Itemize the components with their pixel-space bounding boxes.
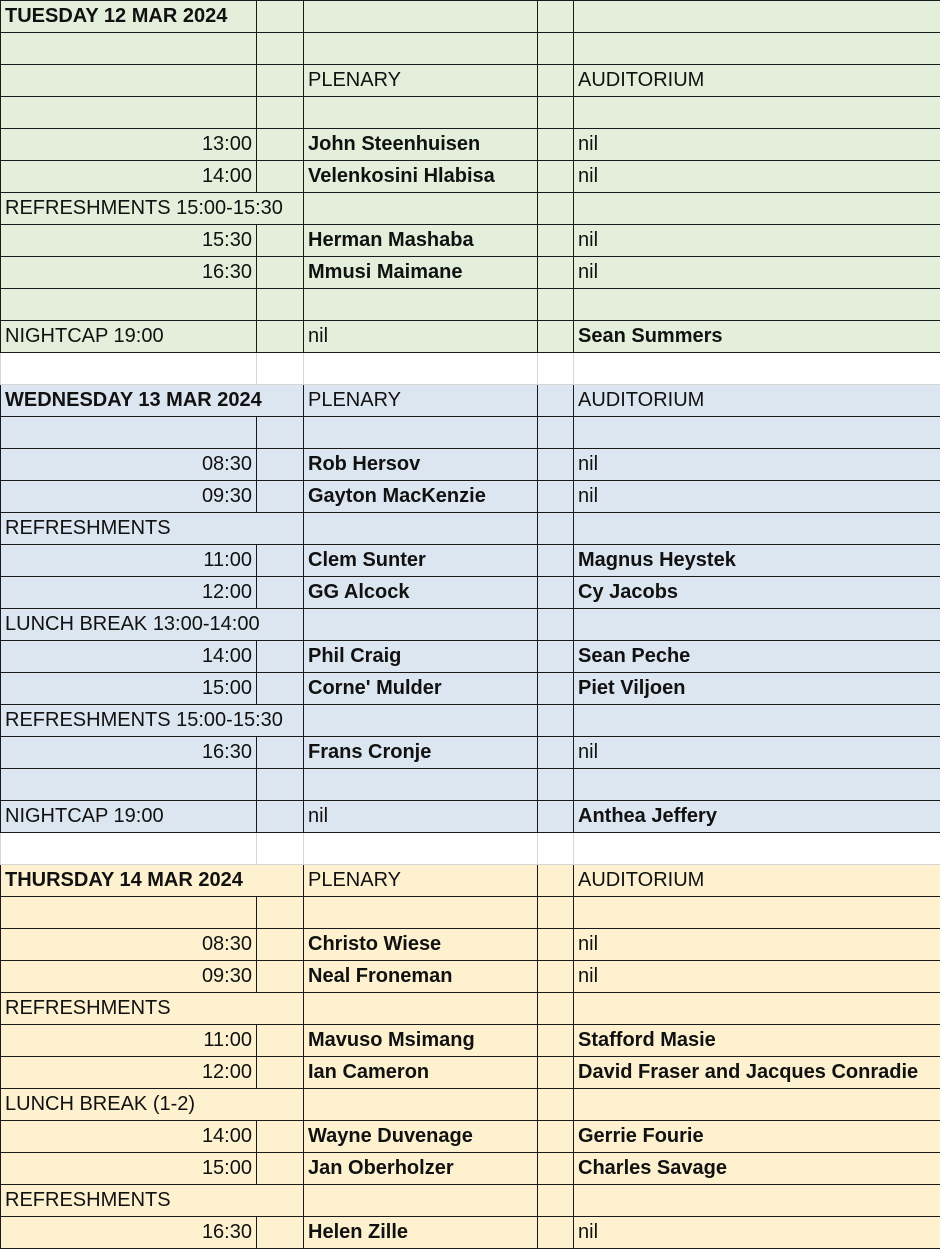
empty-cell[interactable] bbox=[1, 769, 257, 801]
schedule-row bbox=[1, 929, 940, 961]
empty-cell[interactable] bbox=[304, 769, 538, 801]
empty-cell[interactable] bbox=[574, 33, 940, 65]
schedule-row bbox=[1, 673, 940, 705]
nightcap-label-cell[interactable]: NIGHTCAP 19:00 bbox=[1, 801, 257, 833]
empty-cell[interactable] bbox=[538, 801, 574, 833]
schedule-row bbox=[1, 1185, 940, 1217]
schedule-row bbox=[1, 1089, 940, 1121]
empty-cell[interactable] bbox=[257, 769, 304, 801]
empty-cell[interactable] bbox=[304, 289, 538, 321]
empty-cell[interactable] bbox=[538, 769, 574, 801]
empty-cell[interactable] bbox=[574, 705, 940, 737]
schedule-row bbox=[1, 993, 940, 1025]
empty-cell[interactable] bbox=[1, 65, 257, 97]
empty-cell[interactable] bbox=[257, 577, 304, 609]
break-note-cell[interactable]: REFRESHMENTS bbox=[1, 513, 304, 545]
empty-cell[interactable] bbox=[538, 449, 574, 481]
plenary-speaker-cell[interactable]: Christo Wiese bbox=[304, 929, 538, 961]
empty-cell[interactable] bbox=[257, 1217, 304, 1249]
empty-cell[interactable] bbox=[538, 129, 574, 161]
empty-cell[interactable] bbox=[538, 1185, 574, 1217]
time-cell[interactable]: 14:00 bbox=[1, 641, 257, 673]
empty-cell[interactable] bbox=[1, 897, 257, 929]
empty-cell[interactable] bbox=[538, 321, 574, 353]
empty-cell[interactable] bbox=[538, 1089, 574, 1121]
empty-cell[interactable] bbox=[574, 833, 940, 865]
plenary-speaker-cell[interactable]: Frans Cronje bbox=[304, 737, 538, 769]
schedule-row bbox=[1, 289, 940, 321]
spacer-row bbox=[1, 353, 940, 385]
auditorium-speaker-cell[interactable]: Gerrie Fourie bbox=[574, 1121, 940, 1153]
plenary-venue-cell[interactable]: PLENARY bbox=[304, 385, 538, 417]
empty-cell[interactable] bbox=[538, 513, 574, 545]
time-cell[interactable]: 09:30 bbox=[1, 481, 257, 513]
schedule-row bbox=[1, 545, 940, 577]
plenary-speaker-cell[interactable]: Mmusi Maimane bbox=[304, 257, 538, 289]
schedule-row bbox=[1, 481, 940, 513]
time-cell[interactable]: 08:30 bbox=[1, 449, 257, 481]
empty-cell[interactable] bbox=[538, 1057, 574, 1089]
empty-cell[interactable] bbox=[257, 481, 304, 513]
day-heading-cell[interactable]: THURSDAY 14 MAR 2024 bbox=[1, 865, 304, 897]
empty-cell[interactable] bbox=[257, 257, 304, 289]
empty-cell[interactable] bbox=[538, 609, 574, 641]
plenary-speaker-cell[interactable]: Jan Oberholzer bbox=[304, 1153, 538, 1185]
schedule-row bbox=[1, 129, 940, 161]
auditorium-speaker-cell[interactable]: Piet Viljoen bbox=[574, 673, 940, 705]
time-cell[interactable]: 14:00 bbox=[1, 1121, 257, 1153]
empty-cell[interactable] bbox=[538, 33, 574, 65]
plenary-speaker-cell[interactable]: Velenkosini Hlabisa bbox=[304, 161, 538, 193]
time-cell[interactable]: 15:00 bbox=[1, 673, 257, 705]
auditorium-speaker-cell[interactable]: Magnus Heystek bbox=[574, 545, 940, 577]
empty-cell[interactable] bbox=[538, 289, 574, 321]
schedule-row bbox=[1, 97, 940, 129]
auditorium-venue-cell[interactable]: AUDITORIUM bbox=[574, 65, 940, 97]
empty-cell[interactable] bbox=[538, 1025, 574, 1057]
auditorium-speaker-cell[interactable]: nil bbox=[574, 737, 940, 769]
plenary-speaker-cell[interactable]: Herman Mashaba bbox=[304, 225, 538, 257]
empty-cell[interactable] bbox=[538, 65, 574, 97]
nightcap-label-cell[interactable]: NIGHTCAP 19:00 bbox=[1, 321, 257, 353]
schedule-row bbox=[1, 705, 940, 737]
empty-cell[interactable] bbox=[257, 1153, 304, 1185]
break-note-cell[interactable]: REFRESHMENTS bbox=[1, 1185, 304, 1217]
empty-cell[interactable] bbox=[538, 385, 574, 417]
empty-cell[interactable] bbox=[257, 65, 304, 97]
empty-cell[interactable] bbox=[574, 289, 940, 321]
time-cell[interactable]: 11:00 bbox=[1, 1025, 257, 1057]
auditorium-speaker-cell[interactable]: Sean Summers bbox=[574, 321, 940, 353]
empty-cell[interactable] bbox=[257, 1025, 304, 1057]
schedule-row bbox=[1, 737, 940, 769]
empty-cell[interactable] bbox=[257, 129, 304, 161]
plenary-speaker-cell[interactable]: Corne' Mulder bbox=[304, 673, 538, 705]
empty-cell[interactable] bbox=[538, 929, 574, 961]
empty-cell[interactable] bbox=[538, 1217, 574, 1249]
empty-cell[interactable] bbox=[257, 641, 304, 673]
break-note-cell[interactable]: REFRESHMENTS 15:00-15:30 bbox=[1, 705, 304, 737]
empty-cell[interactable] bbox=[257, 737, 304, 769]
empty-cell[interactable] bbox=[257, 897, 304, 929]
plenary-speaker-cell[interactable]: John Steenhuisen bbox=[304, 129, 538, 161]
time-cell[interactable]: 13:00 bbox=[1, 129, 257, 161]
empty-cell[interactable] bbox=[304, 33, 538, 65]
auditorium-speaker-cell[interactable]: Sean Peche bbox=[574, 641, 940, 673]
empty-cell[interactable] bbox=[538, 673, 574, 705]
auditorium-venue-cell[interactable]: AUDITORIUM bbox=[574, 865, 940, 897]
schedule-row bbox=[1, 609, 940, 641]
empty-cell[interactable] bbox=[304, 705, 538, 737]
time-cell[interactable]: 16:30 bbox=[1, 257, 257, 289]
time-cell[interactable]: 15:30 bbox=[1, 225, 257, 257]
auditorium-speaker-cell[interactable]: Cy Jacobs bbox=[574, 577, 940, 609]
schedule-row bbox=[1, 1217, 940, 1249]
empty-cell[interactable] bbox=[304, 609, 538, 641]
auditorium-speaker-cell[interactable]: David Fraser and Jacques Conradie bbox=[574, 1057, 940, 1089]
empty-cell[interactable] bbox=[304, 353, 538, 385]
schedule-row bbox=[1, 961, 940, 993]
time-cell[interactable]: 08:30 bbox=[1, 929, 257, 961]
empty-cell[interactable] bbox=[574, 897, 940, 929]
empty-cell[interactable] bbox=[538, 577, 574, 609]
schedule-row bbox=[1, 449, 940, 481]
empty-cell[interactable] bbox=[304, 833, 538, 865]
empty-cell[interactable] bbox=[574, 513, 940, 545]
empty-cell[interactable] bbox=[538, 833, 574, 865]
empty-cell[interactable] bbox=[538, 417, 574, 449]
schedule-row bbox=[1, 257, 940, 289]
empty-cell[interactable] bbox=[304, 1, 538, 33]
plenary-speaker-cell[interactable]: GG Alcock bbox=[304, 577, 538, 609]
plenary-speaker-cell[interactable]: Helen Zille bbox=[304, 1217, 538, 1249]
empty-cell[interactable] bbox=[538, 97, 574, 129]
schedule-row bbox=[1, 1057, 940, 1089]
plenary-speaker-cell[interactable]: Rob Hersov bbox=[304, 449, 538, 481]
empty-cell[interactable] bbox=[574, 1089, 940, 1121]
empty-cell[interactable] bbox=[538, 161, 574, 193]
empty-cell[interactable] bbox=[538, 897, 574, 929]
schedule-row bbox=[1, 641, 940, 673]
empty-cell[interactable] bbox=[257, 449, 304, 481]
empty-cell[interactable] bbox=[538, 353, 574, 385]
schedule-row bbox=[1, 385, 940, 417]
empty-cell[interactable] bbox=[1, 97, 257, 129]
empty-cell[interactable] bbox=[304, 1089, 538, 1121]
auditorium-speaker-cell[interactable]: Stafford Masie bbox=[574, 1025, 940, 1057]
empty-cell[interactable] bbox=[257, 929, 304, 961]
auditorium-speaker-cell[interactable]: Charles Savage bbox=[574, 1153, 940, 1185]
empty-cell[interactable] bbox=[538, 993, 574, 1025]
plenary-speaker-cell[interactable]: nil bbox=[304, 801, 538, 833]
empty-cell[interactable] bbox=[574, 1185, 940, 1217]
auditorium-speaker-cell[interactable]: nil bbox=[574, 225, 940, 257]
empty-cell[interactable] bbox=[257, 1121, 304, 1153]
plenary-speaker-cell[interactable]: Wayne Duvenage bbox=[304, 1121, 538, 1153]
auditorium-speaker-cell[interactable]: nil bbox=[574, 449, 940, 481]
plenary-speaker-cell[interactable]: Gayton MacKenzie bbox=[304, 481, 538, 513]
time-cell[interactable]: 16:30 bbox=[1, 737, 257, 769]
empty-cell[interactable] bbox=[538, 193, 574, 225]
auditorium-speaker-cell[interactable]: nil bbox=[574, 481, 940, 513]
time-cell[interactable]: 15:00 bbox=[1, 1153, 257, 1185]
empty-cell[interactable] bbox=[538, 225, 574, 257]
plenary-speaker-cell[interactable]: nil bbox=[304, 321, 538, 353]
empty-cell[interactable] bbox=[257, 417, 304, 449]
plenary-speaker-cell[interactable]: Phil Craig bbox=[304, 641, 538, 673]
empty-cell[interactable] bbox=[257, 33, 304, 65]
auditorium-speaker-cell[interactable]: nil bbox=[574, 161, 940, 193]
break-note-cell[interactable]: REFRESHMENTS bbox=[1, 993, 304, 1025]
empty-cell[interactable] bbox=[304, 193, 538, 225]
empty-cell[interactable] bbox=[257, 225, 304, 257]
empty-cell[interactable] bbox=[1, 353, 257, 385]
empty-cell[interactable] bbox=[1, 33, 257, 65]
plenary-speaker-cell[interactable]: Clem Sunter bbox=[304, 545, 538, 577]
schedule-row bbox=[1, 1121, 940, 1153]
day-heading-cell[interactable]: WEDNESDAY 13 MAR 2024 bbox=[1, 385, 304, 417]
schedule-body bbox=[1, 1, 940, 1249]
empty-cell[interactable] bbox=[574, 353, 940, 385]
empty-cell[interactable] bbox=[304, 417, 538, 449]
schedule-row bbox=[1, 1025, 940, 1057]
schedule-row bbox=[1, 1, 940, 33]
spacer-row bbox=[1, 833, 940, 865]
empty-cell[interactable] bbox=[257, 289, 304, 321]
empty-cell[interactable] bbox=[538, 1121, 574, 1153]
empty-cell[interactable] bbox=[257, 961, 304, 993]
empty-cell[interactable] bbox=[1, 417, 257, 449]
break-note-cell[interactable]: REFRESHMENTS 15:00-15:30 bbox=[1, 193, 304, 225]
schedule-row bbox=[1, 193, 940, 225]
empty-cell[interactable] bbox=[574, 609, 940, 641]
empty-cell[interactable] bbox=[574, 1, 940, 33]
empty-cell[interactable] bbox=[257, 545, 304, 577]
plenary-speaker-cell[interactable]: Neal Froneman bbox=[304, 961, 538, 993]
empty-cell[interactable] bbox=[574, 97, 940, 129]
plenary-venue-cell[interactable]: PLENARY bbox=[304, 865, 538, 897]
empty-cell[interactable] bbox=[538, 865, 574, 897]
schedule-row bbox=[1, 897, 940, 929]
plenary-speaker-cell[interactable]: Mavuso Msimang bbox=[304, 1025, 538, 1057]
time-cell[interactable]: 12:00 bbox=[1, 1057, 257, 1089]
schedule-row bbox=[1, 769, 940, 801]
empty-cell[interactable] bbox=[257, 1057, 304, 1089]
empty-cell[interactable] bbox=[257, 801, 304, 833]
empty-cell[interactable] bbox=[257, 97, 304, 129]
empty-cell[interactable] bbox=[304, 513, 538, 545]
schedule-row bbox=[1, 1153, 940, 1185]
schedule-row bbox=[1, 801, 940, 833]
plenary-speaker-cell[interactable]: Ian Cameron bbox=[304, 1057, 538, 1089]
schedule-row bbox=[1, 225, 940, 257]
empty-cell[interactable] bbox=[257, 833, 304, 865]
time-cell[interactable]: 14:00 bbox=[1, 161, 257, 193]
empty-cell[interactable] bbox=[257, 353, 304, 385]
schedule-row bbox=[1, 65, 940, 97]
time-cell[interactable]: 11:00 bbox=[1, 545, 257, 577]
break-note-cell[interactable]: LUNCH BREAK 13:00-14:00 bbox=[1, 609, 304, 641]
empty-cell[interactable] bbox=[1, 833, 257, 865]
empty-cell[interactable] bbox=[538, 481, 574, 513]
empty-cell[interactable] bbox=[1, 289, 257, 321]
schedule-row bbox=[1, 33, 940, 65]
empty-cell[interactable] bbox=[574, 193, 940, 225]
empty-cell[interactable] bbox=[257, 1, 304, 33]
day-heading-cell[interactable]: TUESDAY 12 MAR 2024 bbox=[1, 1, 257, 33]
empty-cell[interactable] bbox=[538, 737, 574, 769]
auditorium-speaker-cell[interactable]: nil bbox=[574, 129, 940, 161]
empty-cell[interactable] bbox=[574, 417, 940, 449]
schedule-row bbox=[1, 577, 940, 609]
empty-cell[interactable] bbox=[304, 97, 538, 129]
empty-cell[interactable] bbox=[257, 161, 304, 193]
empty-cell[interactable] bbox=[574, 769, 940, 801]
empty-cell[interactable] bbox=[304, 993, 538, 1025]
empty-cell[interactable] bbox=[304, 1185, 538, 1217]
schedule-row bbox=[1, 865, 940, 897]
empty-cell[interactable] bbox=[304, 897, 538, 929]
time-cell[interactable]: 09:30 bbox=[1, 961, 257, 993]
plenary-venue-cell[interactable]: PLENARY bbox=[304, 65, 538, 97]
empty-cell[interactable] bbox=[538, 641, 574, 673]
empty-cell[interactable] bbox=[257, 321, 304, 353]
auditorium-speaker-cell[interactable]: nil bbox=[574, 929, 940, 961]
schedule-row bbox=[1, 417, 940, 449]
auditorium-speaker-cell[interactable]: nil bbox=[574, 961, 940, 993]
empty-cell[interactable] bbox=[257, 673, 304, 705]
break-note-cell[interactable]: LUNCH BREAK (1-2) bbox=[1, 1089, 304, 1121]
empty-cell[interactable] bbox=[538, 257, 574, 289]
auditorium-speaker-cell[interactable]: nil bbox=[574, 257, 940, 289]
empty-cell[interactable] bbox=[538, 961, 574, 993]
empty-cell[interactable] bbox=[538, 1153, 574, 1185]
empty-cell[interactable] bbox=[538, 545, 574, 577]
auditorium-speaker-cell[interactable]: nil bbox=[574, 1217, 940, 1249]
auditorium-speaker-cell[interactable]: Anthea Jeffery bbox=[574, 801, 940, 833]
schedule-row bbox=[1, 321, 940, 353]
schedule-row bbox=[1, 513, 940, 545]
empty-cell[interactable] bbox=[574, 993, 940, 1025]
schedule-row bbox=[1, 161, 940, 193]
empty-cell[interactable] bbox=[538, 1, 574, 33]
time-cell[interactable]: 16:30 bbox=[1, 1217, 257, 1249]
auditorium-venue-cell[interactable]: AUDITORIUM bbox=[574, 385, 940, 417]
empty-cell[interactable] bbox=[538, 705, 574, 737]
time-cell[interactable]: 12:00 bbox=[1, 577, 257, 609]
